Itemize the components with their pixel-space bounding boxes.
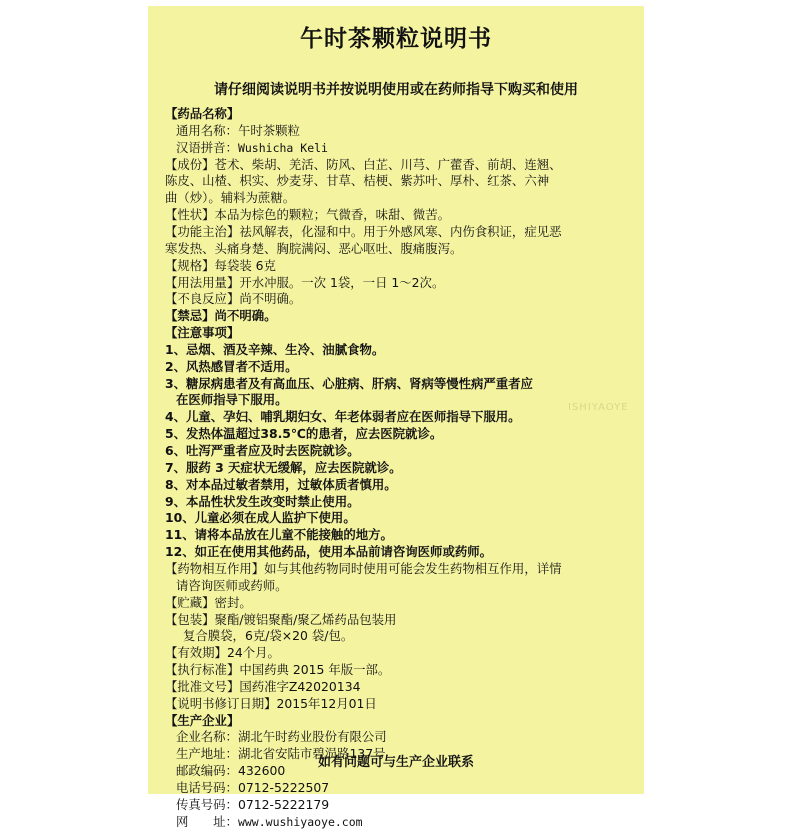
specification-line: 【规格】每袋装 6克 (165, 257, 276, 273)
standard-line: 【执行标准】中国药典 2015 年版一部。 (165, 662, 391, 678)
precaution-item: 5、发热体温超过38.5℃的患者，应去医院就诊。 (165, 426, 443, 442)
usage-advice: 请仔细阅读说明书并按说明使用或在药师指导下购买和使用 (214, 82, 578, 98)
usage-line: 【用法用量】开水冲服。一次 1袋，一日 1～2次。 (165, 274, 445, 290)
instruction-sheet (148, 6, 644, 829)
precautions-header: 【注意事项】 (165, 325, 240, 341)
character-line: 【性状】本品为棕色的颗粒；气微香，味甜、微苦。 (165, 207, 450, 223)
ingredients-line-3: 曲（炒）。辅料为蔗糖。 (165, 190, 296, 206)
ingredients-line-1: 【成份】苍术、柴胡、羌活、防风、白芷、川芎、广藿香、前胡、连翘、 (165, 156, 562, 172)
interactions-line-1: 【药物相互作用】如与其他药物同时使用可能会发生药物相互作用，详情 (165, 560, 562, 576)
website-label: 网 址： (176, 813, 238, 829)
adverse-line: 【不良反应】尚不明确。 (165, 291, 302, 307)
precaution-item: 10、儿童必须在成人监护下使用。 (165, 510, 356, 526)
indications-line-2: 寒发热、头痛身楚、胸脘满闷、恶心呕吐、腹痛腹泻。 (165, 240, 463, 256)
document-title: 午时茶颗粒说明书 (300, 26, 492, 52)
precaution-item: 11、请将本品放在儿童不能接触的地方。 (165, 527, 393, 543)
precaution-item: 8、对本品过敏者禁用，过敏体质者慎用。 (165, 476, 397, 492)
precaution-item: 3、糖尿病患者及有高血压、心脏病、肝病、肾病等慢性病严重者应 (165, 375, 533, 391)
revision-line: 【说明书修订日期】2015年12月01日 (165, 695, 377, 711)
precaution-item: 2、风热感冒者不适用。 (165, 358, 298, 374)
production-address: 生产地址：湖北省安陆市碧涢路137号 (176, 746, 386, 762)
fax-number: 传真号码：0712-5222179 (176, 796, 330, 812)
contraindication-line: 【禁忌】尚不明确。 (165, 308, 277, 324)
precaution-item: 1、忌烟、酒及辛辣、生冷、油腻食物。 (165, 341, 385, 357)
precaution-item: 7、服药 3 天症状无缓解，应去医院就诊。 (165, 459, 402, 475)
watermark-text: ISHIYAOYE (568, 402, 629, 413)
approval-line: 【批准文号】国药准字Z42020134 (165, 678, 361, 694)
pinyin-value: Wushicha Keli (237, 140, 328, 155)
indications-line-1: 【功能主治】祛风解表，化湿和中。用于外感风寒、内伤食积证，症见恶 (165, 223, 562, 239)
precaution-item-continued: 在医师指导下服用。 (176, 392, 288, 408)
phone-number: 电话号码：0712-5222507 (176, 780, 330, 795)
pinyin-row (176, 140, 328, 156)
postal-code: 邮政编码：432600 (176, 763, 286, 779)
company-name: 企业名称：湖北午时药业股份有限公司 (176, 729, 387, 745)
generic-name: 通用名称：午时茶颗粒 (176, 122, 300, 138)
package-line-1: 【包装】聚酯/镀铝聚酯/聚乙烯药品包装用 (165, 611, 397, 627)
package-line-2: 复合膜袋，6克/袋×20 袋/包。 (183, 628, 354, 644)
validity-line: 【有效期】24个月。 (165, 645, 280, 661)
drug-name-header: 【药品名称】 (165, 106, 240, 121)
contact-footer: 如有问题可与生产企业联系 (317, 755, 474, 770)
website-link[interactable]: www.wushiyaoye.com (237, 814, 363, 829)
precaution-item: 12、如正在使用其他药品，使用本品前请咨询医师或药师。 (165, 544, 493, 560)
manufacturer-header: 【生产企业】 (165, 712, 240, 728)
precaution-item: 9、本品性状发生改变时禁止使用。 (165, 493, 360, 509)
interactions-line-2: 请咨询医师或药师。 (176, 577, 288, 593)
storage-line: 【贮藏】密封。 (165, 594, 252, 610)
pinyin-label: 汉语拼音： (176, 139, 238, 155)
precaution-item: 6、吐泻严重者应及时去医院就诊。 (165, 443, 360, 458)
website-row (176, 814, 363, 830)
precaution-item: 4、儿童、孕妇、哺乳期妇女、年老体弱者应在医师指导下服用。 (165, 409, 521, 425)
ingredients-line-2: 陈皮、山楂、枳实、炒麦芽、甘草、桔梗、紫苏叶、厚朴、红茶、六神 (165, 173, 550, 189)
